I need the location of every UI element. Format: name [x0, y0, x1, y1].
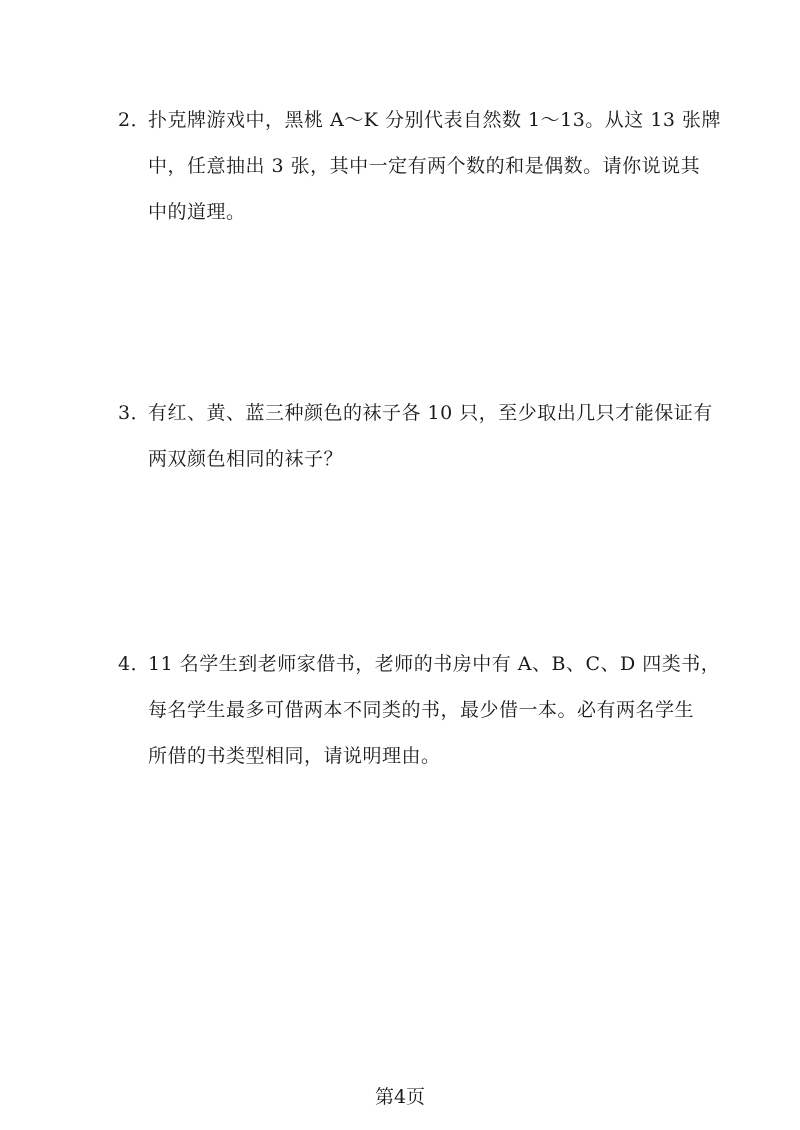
- question-text: 两双颜色相同的袜子？: [148, 448, 344, 470]
- question-number: 2．: [118, 109, 151, 131]
- question-number: 3．: [118, 402, 151, 424]
- question-line: [118, 733, 698, 779]
- question-text: 中的道理。: [148, 201, 246, 223]
- question-number: 4．: [118, 653, 151, 675]
- page-number: 第4页: [374, 1086, 426, 1108]
- question-line: [118, 143, 701, 189]
- question-line: [118, 687, 698, 733]
- question-2: [118, 97, 722, 235]
- question-line: [118, 436, 698, 482]
- question-text: 有红、黄、蓝三种颜色的袜子各 10 只，至少取出几只才能保证有: [148, 402, 713, 424]
- question-line: [118, 390, 713, 436]
- question-text: 11 名学生到老师家借书，老师的书房中有 A、B、C、D 四类书，: [148, 653, 721, 675]
- question-text: 扑克牌游戏中，黑桃 A～K 分别代表自然数 1～13。从这 13 张牌: [148, 109, 722, 131]
- question-3: [118, 390, 713, 482]
- question-line: [118, 641, 721, 687]
- question-text: 所借的书类型相同，请说明理由。: [148, 745, 441, 767]
- question-text: 每名学生最多可借两本不同类的书，最少借一本。必有两名学生: [148, 699, 695, 721]
- question-line: [118, 97, 722, 143]
- question-text: 中，任意抽出 3 张，其中一定有两个数的和是偶数。请你说说其: [148, 155, 701, 177]
- question-4: [118, 641, 721, 779]
- question-line: [118, 189, 698, 235]
